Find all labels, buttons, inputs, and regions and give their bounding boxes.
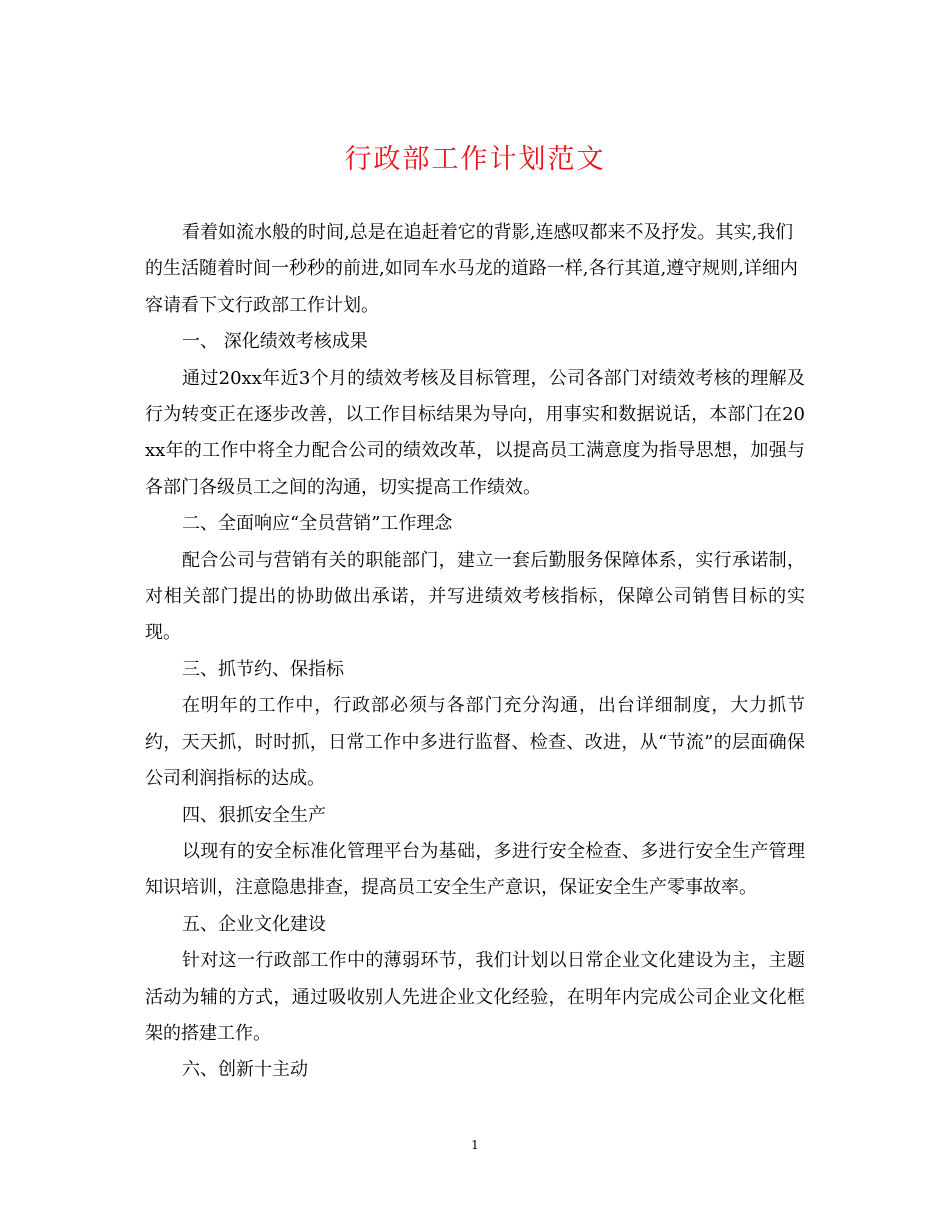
section-heading-1: 一、 深化绩效考核成果 <box>182 331 368 353</box>
document-title: 行政部工作计划范文 <box>344 144 606 175</box>
section-heading-3: 三、抓节约、保指标 <box>182 658 344 680</box>
section-paragraph-5: 针对这一行政部工作中的薄弱环节，我们计划以日常企业文化建设为主，主题活动为辅的方式，通过吸收别人先进企业文化经验，在明年内完成公司企业文化框架的搭建工作。 <box>145 950 805 1044</box>
page-number: 1 <box>471 1138 479 1152</box>
section-paragraph-1: 通过20xx年近3个月的绩效考核及目标管理，公司各部门对绩效考核的理解及行为转变正在逐步改善，以工作目标结果为导向，用事实和数据说话，本部门在20xx年的工作中将全力配合公司的绩效改革，以提高员工满意度为指导思想，加强与各部门各级员工之间的沟通，切实提高工作绩效。 <box>145 367 805 498</box>
section-heading-2: 二、全面响应“全员营销”工作理念 <box>182 513 453 535</box>
document-body <box>145 215 805 1089</box>
section-heading-4: 四、狠抓安全生产 <box>182 804 326 826</box>
section-paragraph-2: 配合公司与营销有关的职能部门，建立一套后勤服务保障体系，实行承诺制，对相关部门提出的协助做出承诺，并写进绩效考核指标，保障公司销售目标的实现。 <box>145 549 805 644</box>
section-heading-6: 六、创新十主动 <box>182 1059 308 1081</box>
section-paragraph-4: 以现有的安全标准化管理平台为基础，多进行安全检查、多进行安全生产管理知识培训，注意隐患排查，提高员工安全生产意识，保证安全生产零事故率。 <box>145 840 805 899</box>
section-paragraph-3: 在明年的工作中，行政部必须与各部门充分沟通，出台详细制度，大力抓节约，天天抓，时时抓，日常工作中多进行监督、检查、改进，从“节流”的层面确保公司利润指标的达成。 <box>145 695 805 790</box>
section-heading-5: 五、企业文化建设 <box>182 913 326 935</box>
intro-paragraph: 看着如流水般的时间,总是在追赶着它的背影,连感叹都来不及抒发。其实,我们的生活随着时间一秒秒的前进,如同车水马龙的道路一样,各行其道,遵守规则,详细内容请看下文行政部工作计划。 <box>145 222 798 316</box>
